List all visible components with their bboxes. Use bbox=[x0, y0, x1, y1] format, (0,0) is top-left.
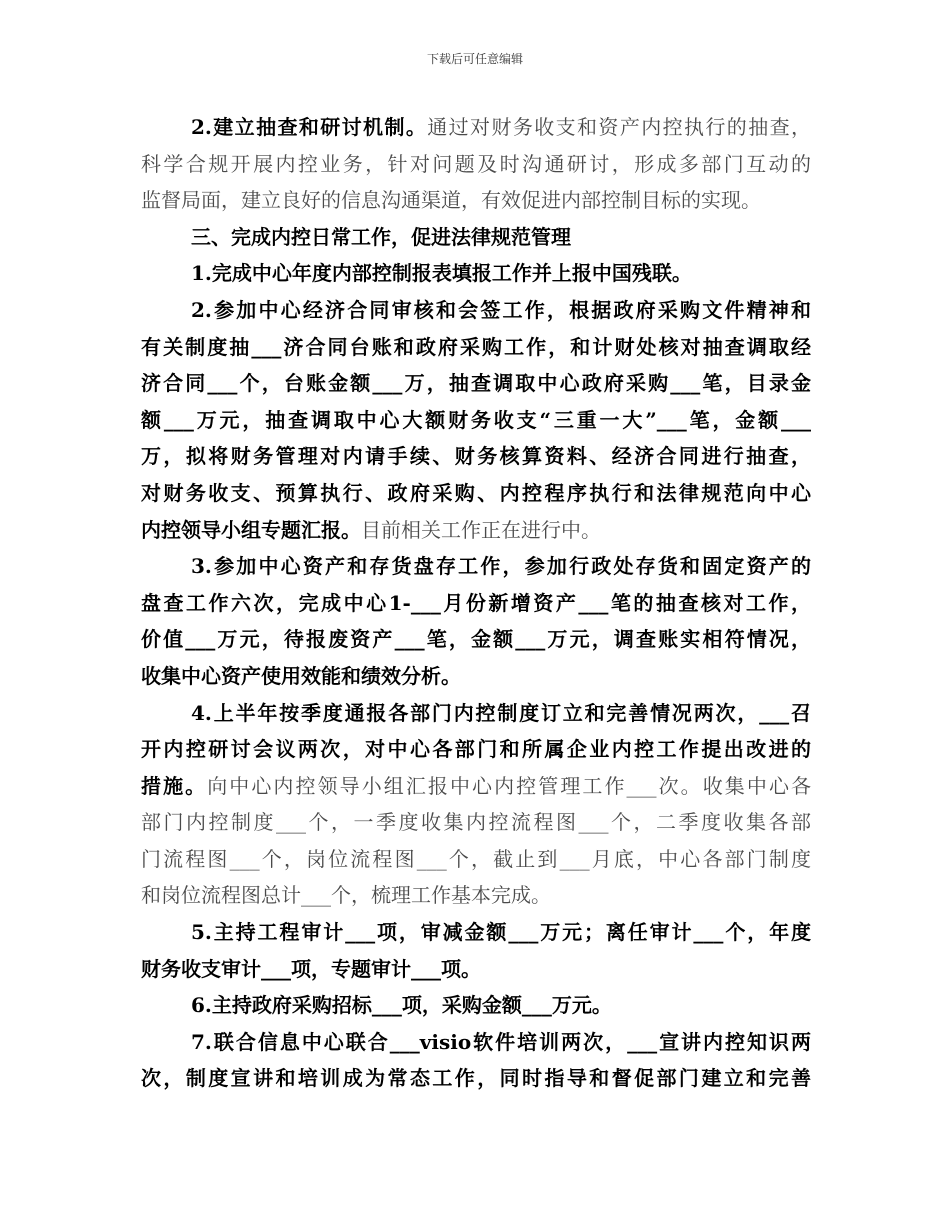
bold-text: 1.完成中心年度内部控制报表填报工作并上报中国残联。 bbox=[191, 261, 692, 286]
bold-text: 收集中心资产使用效能和绩效分析。 bbox=[141, 663, 461, 688]
text-line bbox=[141, 877, 811, 914]
text-line bbox=[141, 695, 811, 732]
text-line bbox=[141, 329, 811, 366]
text-line bbox=[141, 146, 811, 183]
bold-text: 7.联合信息中心联合___visio软件培训两次，___宣讲内控知识两 bbox=[191, 1029, 811, 1054]
bold-text: 财务收支审计___项，专题审计___项。 bbox=[141, 956, 481, 981]
text-line bbox=[141, 1060, 811, 1097]
bold-text: 有关制度抽___济合同台账和政府采购工作，和计财处核对抽查调取经 bbox=[141, 334, 811, 359]
text-line bbox=[141, 621, 811, 658]
bold-text: 济合同___个，台账金额___万，抽查调取中心政府采购___笔，目录金 bbox=[141, 371, 811, 396]
text-line bbox=[141, 951, 811, 988]
text-line bbox=[141, 658, 811, 695]
text-line bbox=[141, 109, 811, 146]
regular-text: 科学合规开展内控业务，针对问题及时沟通研讨，形成多部门互动的 bbox=[141, 151, 811, 176]
bold-text: 2.参加中心经济合同审核和会签工作，根据政府采购文件精神和 bbox=[191, 297, 811, 322]
regular-text: 和岗位流程图总计___个，梳理工作基本完成。 bbox=[141, 883, 551, 908]
text-line bbox=[141, 292, 811, 329]
text-line bbox=[141, 219, 811, 256]
text-line bbox=[141, 548, 811, 585]
document-body bbox=[141, 109, 811, 1097]
regular-text: 向中心内控领导小组汇报中心内控管理工作___次。收集中心各 bbox=[207, 773, 812, 798]
text-line bbox=[141, 804, 811, 841]
text-line bbox=[141, 914, 811, 951]
bold-text: 次，制度宣讲和培训成为常态工作，同时指导和督促部门建立和完善 bbox=[141, 1066, 811, 1091]
text-line bbox=[141, 512, 811, 549]
text-line bbox=[141, 365, 811, 402]
bold-text: 价值___万元，待报废资产___笔，金额___万元，调查账实相符情况， bbox=[141, 627, 811, 652]
regular-text: 通过对财务收支和资产内控执行的抽查， bbox=[427, 115, 811, 139]
bold-text: 万，拟将财务管理对内请手续、财务核算资料、经济合同进行抽查， bbox=[141, 444, 811, 469]
regular-text: 监督局面，建立良好的信息沟通渠道，有效促进内部控制目标的实现。 bbox=[141, 188, 761, 213]
bold-text: 三、完成内控日常工作，促进法律规范管理 bbox=[191, 224, 571, 249]
text-line bbox=[141, 182, 811, 219]
text-line bbox=[141, 585, 811, 622]
text-line bbox=[141, 987, 811, 1024]
text-line bbox=[141, 438, 811, 475]
bold-text: 措施。 bbox=[141, 773, 208, 798]
bold-text: 5.主持工程审计___项，审减金额___万元；离任审计___个，年度 bbox=[191, 920, 811, 945]
bold-text: 6.主持政府采购招标___项，采购金额___万元。 bbox=[191, 993, 612, 1018]
text-line bbox=[141, 1024, 811, 1061]
bold-text: 额___万元，抽查调取中心大额财务收支“三重一大”___笔，金额___ bbox=[141, 407, 811, 432]
bold-text: 盘查工作六次，完成中心1-___月份新增资产___笔的抽查核对工作， bbox=[141, 590, 811, 615]
text-line bbox=[141, 768, 811, 805]
page-header: 下载后可任意编辑 bbox=[426, 52, 523, 66]
text-line bbox=[141, 731, 811, 768]
bold-text: 开内控研讨会议两次，对中心各部门和所属企业内控工作提出改进的 bbox=[141, 737, 811, 762]
bold-text: 对财务收支、预算执行、政府采购、内控程序执行和法律规范向中心 bbox=[141, 480, 811, 505]
regular-text: 目前相关工作正在进行中。 bbox=[361, 517, 601, 542]
bold-text: 4.上半年按季度通报各部门内控制度订立和完善情况两次，___召 bbox=[191, 700, 811, 725]
regular-text: 部门内控制度___个，一季度收集内控流程图___个，二季度收集各部 bbox=[141, 810, 811, 835]
text-line bbox=[141, 841, 811, 878]
bold-text: 2.建立抽查和研讨机制。 bbox=[191, 115, 428, 139]
text-line bbox=[141, 475, 811, 512]
text-line bbox=[141, 255, 811, 292]
bold-text: 3.参加中心资产和存货盘存工作，参加行政处存货和固定资产的 bbox=[191, 554, 811, 579]
text-line bbox=[141, 402, 811, 439]
bold-text: 内控领导小组专题汇报。 bbox=[141, 517, 361, 542]
regular-text: 门流程图___个，岗位流程图___个，截止到___月底，中心各部门制度 bbox=[141, 846, 811, 871]
